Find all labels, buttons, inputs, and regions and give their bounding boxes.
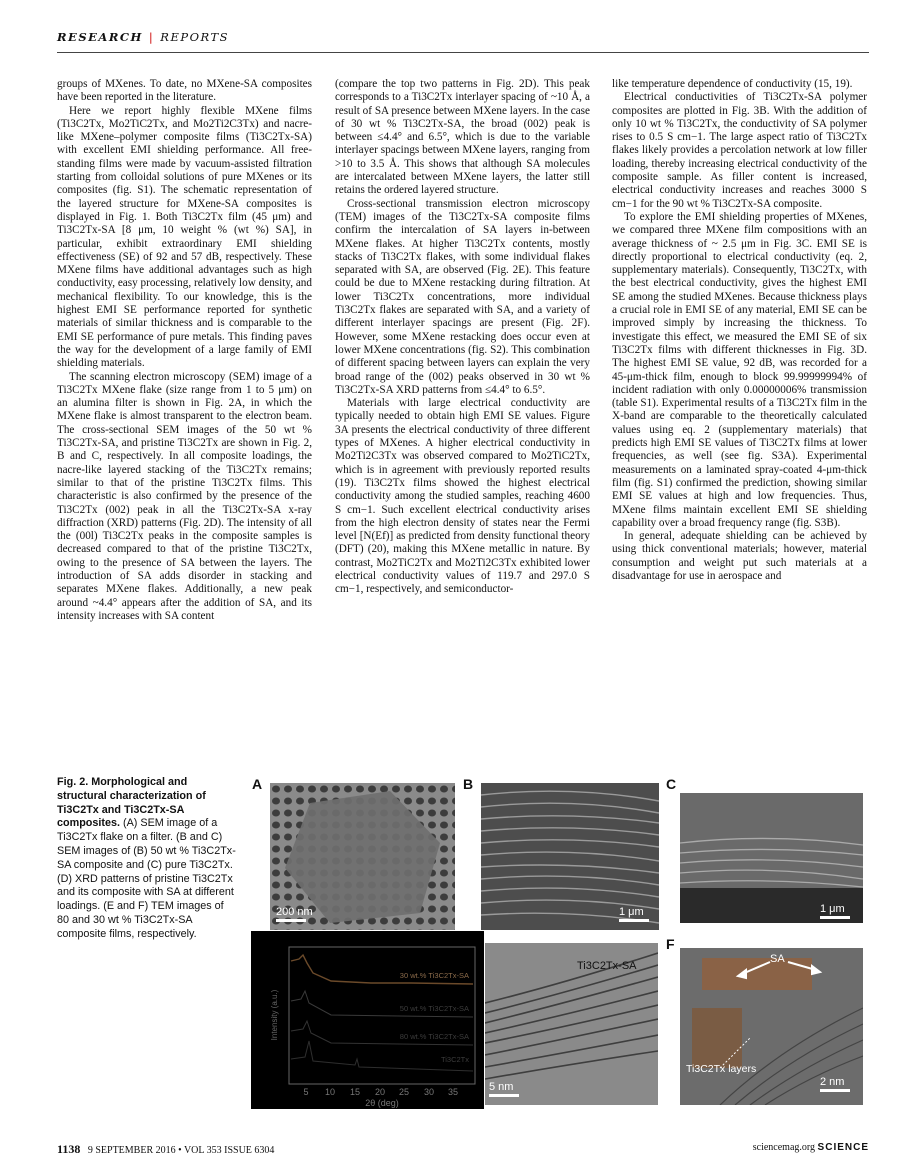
paragraph: Materials with large electrical conductivity are typically needed to obtain high EMI SE values. Figure 3A presents the electrical conductivity of three different types of MXenes. A higher electrical conductivity in Mo2Ti2C3Tx was observed compared to Mo2TiC2Tx, which is in agreement with previously reported results (19). Ti3C2Tx films showed the highest electrical conductivity among the studied samples, reaching 4600 S cm−1. Such excellent electrical conductivity arises from the high electron density of states near the Fermi level [N(Ef)] as predicted from density functional theory (DFT) (20), making this MXene metallic in nature. By contrast, Mo2TiC2Tx and Mo2Ti2C3Tx exhibited lower electrical conductivity values of 119.7 and 297.0 S cm−1, respectively, and semiconductor- [335, 397, 590, 596]
caption-body: (A) SEM image of a Ti3C2Tx flake on a filter. (B and C) SEM images of (B) 50 wt % Ti3C2Tx-SA composite and (C) pure Ti3C2Tx. (D) XRD patterns of pristine Ti3C2Tx and its composite with SA at different loadings. (E and F) TEM images of 80 and 30 wt % Ti3C2Tx-SA composite films, respectively. [57, 817, 236, 940]
scalebar-line [619, 919, 649, 922]
xrd-xtick: 5 [303, 1087, 309, 1097]
paragraph: The scanning electron microscopy (SEM) image of a Ti3C2Tx MXene flake (size range from 1 to 5 μm) on an alumina filter is shown in Fig. 2A, in which the MXene flake is almost transparent to the electron beam. The cross-sectional SEM images of the 50 wt % Ti3C2Tx-SA, and pristine Ti3C2Tx are shown in Fig. 2, B and C, respectively. In all composite loadings, the nacre-like layered stacking of the Ti3C2Tx remains; similar to that of the pristine Ti3C2Tx films. This characteristic is also confirmed by the presence of the Ti3C2Tx (002) peak in all the Ti3C2Tx-SA x-ray diffraction (XRD) patterns (Fig. 2D). The intensity of all the (00l) Ti3C2Tx peaks in the composite samples is decreased compared to that of the pristine Ti3C2Tx, owing to the presence of SA between the layers. The introduction of SA adds disorder in stacking and separates MXene flakes. Additionally, a new peak around ~4.4° appears after the addition of SA, and its intensity increases with SA content [57, 370, 312, 622]
panel-label-c: C [666, 776, 677, 792]
scalebar-line [820, 1089, 850, 1092]
text-column-1 [57, 78, 312, 623]
page-footer [57, 1142, 869, 1157]
paragraph: In general, adequate shielding can be achieved by using thick conventional materials; however, material consumption and weight put such materials at a disadvantage for use in aerospace and [612, 530, 867, 582]
paragraph: Electrical conductivities of Ti3C2Tx-SA polymer composites are plotted in Fig. 3B. With the addition of only 10 wt % Ti3C2Tx, the conductivity of SA polymer rises to 0.5 S cm−1. The large aspect ratio of Ti3C2Tx flakes likely provides a percolation network at low filler loading, thereby increasing electrical conductivity of the composite sample. As filler content is increased, electrical conductivity increases and reaches 3000 S cm−1 for the 90 wt % Ti3C2Tx-SA composite. [612, 91, 867, 210]
scalebar-line [489, 1094, 519, 1097]
scalebar-e [489, 1081, 529, 1097]
xrd-legend: 50 wt.% Ti3C2Tx-SA [399, 1004, 469, 1013]
subsection-label: REPORTS [160, 30, 230, 44]
scalebar-label: 1 μm [820, 903, 845, 915]
section-label: RESEARCH [57, 30, 143, 44]
xrd-xtick: 25 [398, 1087, 410, 1097]
panel-label-b: B [463, 776, 474, 792]
issue-info: 9 SEPTEMBER 2016 • VOL 353 ISSUE 6304 [87, 1145, 275, 1156]
tem-label-sa: SA [770, 953, 785, 965]
scalebar-f [820, 1076, 860, 1092]
scalebar-label: 1 μm [619, 906, 644, 918]
xrd-xtick: 20 [374, 1087, 386, 1097]
sem-image-flake [270, 783, 455, 930]
text-column-2 [335, 78, 590, 597]
xrd-chart [251, 931, 484, 1109]
text-column-3 [612, 78, 867, 583]
paragraph: To explore the EMI shielding properties of MXenes, we compared three MXene film compositions with an average thickness of ~ 2.5 μm in Fig. 3C. EMI SE is directly proportional to electrical conductivity (eq. 2, supplementary materials). Consequently, Ti3C2Tx, with the best electrical conductivity, gives the highest EMI SE among the studied MXenes. Because thickness plays a crucial role in EMI SE of any material, EMI SE can be improved simply by increasing the thickness. To investigate this effect, we measured the EMI SE of six Ti3C2Tx films with different thicknesses in Fig. 3D. The highest EMI SE value, 92 dB, was recorded for a 45-μm-thick film, enough to block 99.99999994% of incident radiation with only 0.00000006% transmission (table S1). Experimental results of a Ti3C2Tx film in the X-band are comparable to the theoretically calculated values using eq. 2 (supplementary materials) that predicts high EMI SE values of Ti3C2Tx films at lower frequencies, as well (see fig. S3A). Experimental measurements on a laminated spray-coated 4-μm-thick film (fig. S1) confirmed the prediction, showing similar EMI SE values at high and low frequencies. Thus, MXene films maintain excellent EMI SE shielding capability over a broad frequency range (fig. S3B). [612, 210, 867, 529]
tem-label-e: Ti3C2Tx-SA [577, 960, 637, 972]
header-separator: | [148, 30, 155, 44]
page-number: 1138 [57, 1142, 81, 1156]
caption-title: Fig. 2. Morphological and structural characterization of Ti3C2Tx and Ti3C2Tx-SA composites. [57, 776, 206, 830]
tem-image-30 [680, 948, 863, 1105]
paragraph: groups of MXenes. To date, no MXene-SA composites have been reported in the literature. [57, 78, 312, 104]
scalebar-a [276, 906, 326, 922]
xrd-xtick: 35 [447, 1087, 459, 1097]
paragraph: Here we report highly flexible MXene films (Ti3C2Tx, Mo2TiC2Tx, and Mo2Ti2C3Tx) and nacre-like MXene–polymer composite films (Ti3C2Tx-SA) with excellent EMI shielding performance. All free-standing films were made by vacuum-assisted filtration starting from colloidal solutions of pure MXenes or its composites (fig. S1). The schematic representation of the layered structure for MXene-SA composites is displayed in Fig. 1. Both Ti3C2Tx film (45 μm) and Ti3C2Tx-SA [8 μm, 10 weight % (wt %) SA], in particular, exhibit extraordinary EMI shielding effectiveness (SE) of 92 and 57 dB, respectively. These MXene films have additional advantages such as high conductivity, easy processing, relatively low density, and mechanical flexibility. To our knowledge, this is the highest EMI SE performance reported for synthetic materials of similar thickness and is comparable to the EMI SE performance of pure metals. This finding paves the way for the development of a large family of EMI shielding materials. [57, 104, 312, 370]
scalebar-b [619, 906, 659, 922]
xrd-xtick: 15 [349, 1087, 361, 1097]
scalebar-line [276, 919, 306, 922]
xrd-legend: Ti3C2Tx [440, 1055, 469, 1064]
tem-image-80 [485, 943, 658, 1105]
download-note [893, 270, 917, 830]
page-header [57, 30, 869, 53]
xrd-xtick: 30 [423, 1087, 435, 1097]
scalebar-label: 5 nm [489, 1081, 514, 1093]
journal-name: SCIENCE [817, 1142, 869, 1153]
download-suffix [893, 813, 924, 830]
xrd-legend: 80 wt.% Ti3C2Tx-SA [399, 1032, 469, 1041]
xrd-xlabel: 2θ (deg) [365, 1098, 399, 1108]
scalebar-line [820, 916, 850, 919]
panel-label-f: F [666, 936, 675, 952]
site-link[interactable]: sciencemag.org [752, 1142, 816, 1153]
sem-image-composite [481, 783, 659, 930]
paragraph: like temperature dependence of conductivity (15, 19). [612, 78, 853, 90]
paragraph: (compare the top two patterns in Fig. 2D). This peak corresponds to a Ti3C2Tx interlayer spacing of ~10 Å, a result of SA presence between MXene layers. In the case of 30 wt % Ti3C2Tx-SA, the broad (002) peak is between ≤4.4° and 6.5°, which is due to the variable interlayer spacings between MXene layers, ranging from >10 to 3.5 Å. This shows that although SA molecules are intercalated between MXene layers, the latter still retains the ordered layered structure. [335, 78, 590, 197]
sem-image-pure [680, 793, 863, 923]
xrd-legend: 30 wt.% Ti3C2Tx-SA [399, 971, 469, 980]
xrd-xtick: 10 [324, 1087, 336, 1097]
figure-caption [57, 776, 237, 942]
scalebar-c [820, 903, 860, 919]
paragraph: Cross-sectional transmission electron microscopy (TEM) images of the Ti3C2Tx-SA composite films confirm the intercalation of SA layers in-between MXene flakes. At higher Ti3C2Tx contents, mostly stacks of Ti3C2Tx flakes, with some individual flakes separated with SA, are observed (Fig. 2E). This feature could be due to MXene restacking during filtration. At lower Ti3C2Tx concentrations, more individual Ti3C2Tx flakes are separated with SA, and a variety of different interlayer spacings are present (Fig. 2F). However, some MXene restacking does occur even at lower MXene concentrations (fig. S2). This combination of different spacing between layers can explain the very broad range of the (002) peaks observed in 30 wt % Ti3C2Tx-SA XRD patterns from ≤4.4° to 6.5°. [335, 197, 590, 396]
panel-label-a: A [252, 776, 263, 792]
scalebar-label: 2 nm [820, 1076, 845, 1088]
tem-label-layers: Ti3C2Tx layers [686, 1063, 757, 1075]
scalebar-label: 200 nm [276, 906, 313, 918]
xrd-ylabel: Intensity (a.u.) [270, 989, 279, 1041]
